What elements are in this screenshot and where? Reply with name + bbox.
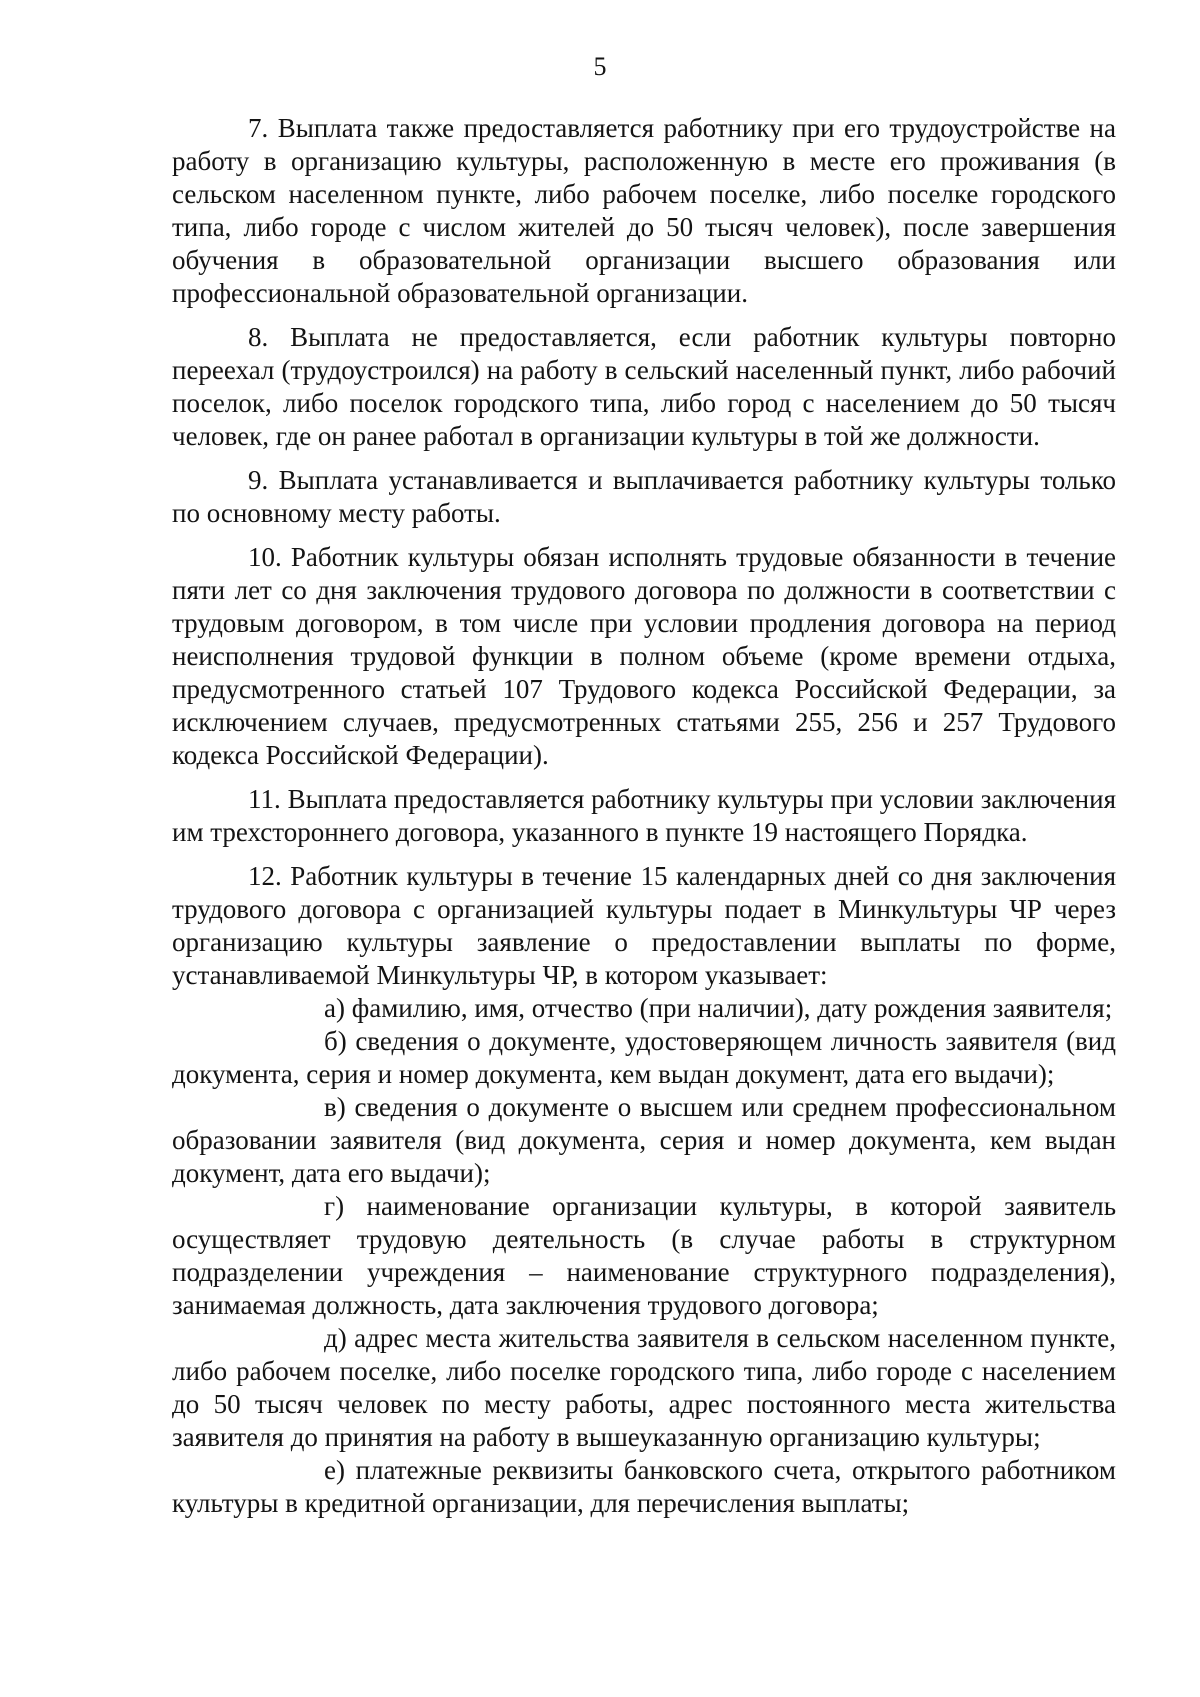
paragraph-10: 10. Работник культуры обязан исполнять трудовые обязанности в течение пяти лет со дня заключения трудового договора по должности в соответствии с трудовым договором, в том числе при условии продления договора на период неисполнения трудовой функции в полном объеме (кроме времени отдыха, предусмотренного статьей 107 Трудового кодекса Российской Федерации, за исключением случаев, предусмотренных статьями 255, 256 и 257 Трудового кодекса Российской Федерации). <box>172 542 1116 770</box>
list-item-d <box>172 1322 1116 1454</box>
list-item-a <box>172 992 1116 1025</box>
list-item-g <box>172 1190 1116 1322</box>
list-item-text: наименование организации культуры, в которой заявитель осуществляет трудовую деятельность (в случае работы в структурном подразделении учреждения – наименование структурного подразделения), занимаемая должность, дата заключения трудового договора; <box>172 1191 1117 1320</box>
list-item-text: сведения о документе, удостоверяющем личность заявителя (вид документа, серия и номер документа, кем выдан документ, дата его выдачи); <box>172 1026 1116 1089</box>
list-item-b <box>172 1025 1116 1091</box>
list-item-text: фамилию, имя, отчество (при наличии), дату рождения заявителя; <box>351 993 1113 1023</box>
page-number: 5 <box>593 52 607 81</box>
list-item-letter: е) <box>324 1455 345 1485</box>
paragraph-8: 8. Выплата не предоставляется, если работник культуры повторно переехал (трудоустроился) на работу в сельский населенный пункт, либо рабочий поселок, либо поселок городского типа, либо город с населением до 50 тысяч человек, где он ранее работал в организации культуры в той же должности. <box>172 322 1116 451</box>
list-item-letter: в) <box>324 1092 346 1122</box>
document-body <box>172 112 1116 1520</box>
paragraph-7: 7. Выплата также предоставляется работнику при его трудоустройстве на работу в организацию культуры, расположенную в месте его проживания (в сельском населенном пункте, либо рабочем поселке, либо поселке городского типа, либо городе с числом жителей до 50 тысяч человек), после завершения обучения в образовательной организации высшего образования или профессиональной образовательной организации. <box>172 113 1116 308</box>
list-item-text: адрес места жительства заявителя в сельском населенном пункте, либо рабочем поселке, либо поселке городского типа, либо городе с населением до 50 тысяч человек по месту работы, адрес постоянного места жительства заявителя до принятия на работу в вышеуказанную организацию культуры; <box>172 1323 1117 1452</box>
list-item-letter: г) <box>324 1191 345 1221</box>
list-item-v <box>172 1091 1116 1190</box>
list-item-text: сведения о документе о высшем или среднем профессиональном образовании заявителя (вид документа, серия и номер документа, кем выдан документ, дата его выдачи); <box>172 1092 1116 1188</box>
list-item-text: платежные реквизиты банковского счета, открытого работником культуры в кредитной организации, для перечисления выплаты; <box>172 1455 1117 1518</box>
list-item-letter: д) <box>324 1323 347 1353</box>
list-item-e <box>172 1454 1116 1520</box>
paragraph-11: 11. Выплата предоставляется работнику культуры при условии заключения им трехстороннего договора, указанного в пункте 19 настоящего Порядка. <box>172 784 1116 847</box>
list-item-letter: а) <box>324 993 345 1023</box>
list-item-letter: б) <box>324 1026 347 1056</box>
paragraph-9: 9. Выплата устанавливается и выплачивается работнику культуры только по основному месту работы. <box>172 465 1116 528</box>
paragraph-12: 12. Работник культуры в течение 15 календарных дней со дня заключения трудового договора с организацией культуры подает в Минкультуры ЧР через организацию культуры заявление о предоставлении выплаты по форме, устанавливаемой Минкультуры ЧР, в котором указывает: <box>172 861 1116 990</box>
